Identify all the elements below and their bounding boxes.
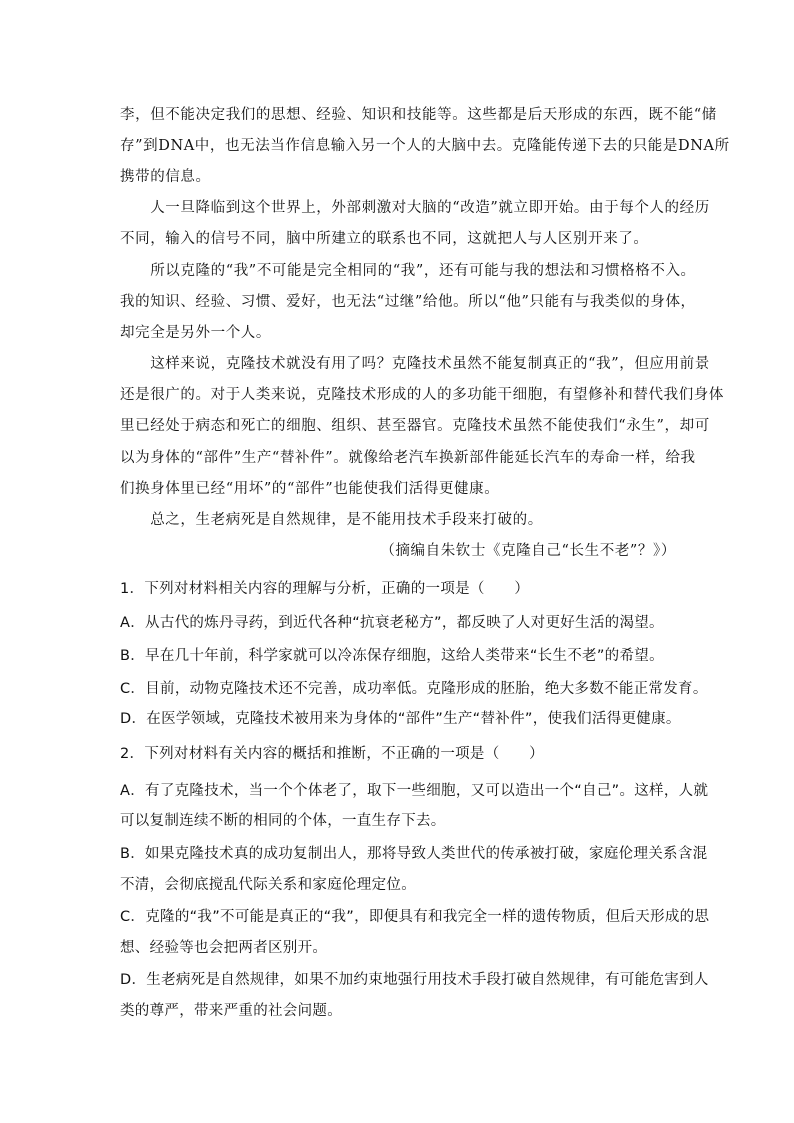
passage-line: 以为身体的“部件”生产“替补件”。就像给老汽车换新部件能延长汽车的寿命一样，给我 — [120, 450, 696, 466]
question-1-option-a[interactable]: A．从古代的炼丹寻药，到近代各种“抗衰老秘方”，都反映了人对更好生活的渴望。 — [120, 615, 664, 631]
passage-line: 不同，输入的信号不同，脑中所建立的联系也不同，这就把人与人区别开来了。 — [120, 231, 649, 247]
question-2-option-a[interactable]: A．有了克隆技术，当一个个体老了，取下一些细胞，又可以造出一个“自己”。这样，人就 — [120, 783, 709, 799]
question-2-option-d-cont: 类的尊严，带来严重的社会问题。 — [120, 1003, 342, 1019]
passage-line: 所以克隆的“我”不可能是完全相同的“我”，还有可能与我的想法和习惯格格不入。 — [120, 263, 696, 279]
question-1-option-b[interactable]: B．早在几十年前，科学家就可以冷冻保存细胞，这给人类带来“长生不老”的希望。 — [120, 648, 664, 664]
question-2-option-b[interactable]: B．如果克隆技术真的成功复制出人，那将导致人类世代的传承被打破，家庭伦理关系含混 — [120, 846, 708, 862]
passage-line: 存”到DNA中，也无法当作信息输入另一个人的大脑中去。克隆能传递下去的只能是DNA所 — [120, 138, 730, 154]
question-1-option-c[interactable]: C．目前，动物克隆技术还不完善，成功率低。克隆形成的胚胎，绝大多数不能正常发育。 — [120, 681, 708, 697]
passage-line: 还是很广的。对于人类来说，克隆技术形成的人的多功能干细胞，有望修补和替代我们身体 — [120, 387, 724, 403]
passage-line: 携带的信息。 — [120, 169, 211, 185]
passage-line: 我的知识、经验、习惯、爱好，也无法“过继”给他。所以“他”只能有与我类似的身体， — [120, 294, 696, 310]
question-2-stem: 2．下列对材料有关内容的概括和推断，不正确的一项是（ ） — [120, 746, 544, 762]
passage-source: （摘编自朱钦士《克隆自己“长生不老”？》） — [380, 543, 676, 559]
passage-line: 李，但不能决定我们的思想、经验、知识和技能等。这些都是后天形成的东西，既不能“储 — [120, 107, 717, 123]
passage-line: 们换身体里已经“用坏”的“部件”也能使我们活得更健康。 — [120, 481, 500, 497]
question-1-stem: 1．下列对材料相关内容的理解与分析，正确的一项是（ ） — [120, 581, 530, 597]
passage-line: 这样来说，克隆技术就没有用了吗？克隆技术虽然不能复制真正的“我”，但应用前景 — [120, 356, 710, 372]
passage-line: 人一旦降临到这个世界上，外部刺激对大脑的“改造”就立即开始。由于每个人的经历 — [120, 200, 710, 216]
passage-line: 总之，生老病死是自然规律，是不能用技术手段来打破的。 — [120, 512, 543, 528]
passage-line: 里已经处于病态和死亡的细胞、组织、甚至器官。克隆技术虽然不能使我们“永生”，却可 — [120, 418, 710, 434]
question-2-option-c-cont: 想、经验等也会把两者区别开。 — [120, 940, 328, 956]
question-2-option-c[interactable]: C．克隆的“我”不可能是真正的“我”，即便具有和我完全一样的遗传物质，但后天形成的思 — [120, 909, 710, 925]
question-2-option-a-cont: 可以复制连续不断的相同的个体，一直生存下去。 — [120, 813, 446, 829]
question-2-option-d[interactable]: D．生老病死是自然规律，如果不加约束地强行用技术手段打破自然规律，有可能危害到人 — [120, 972, 709, 988]
passage-line: 却完全是另外一个人。 — [120, 325, 271, 341]
question-2-option-b-cont: 不清，会彻底搅乱代际关系和家庭伦理定位。 — [120, 877, 416, 893]
question-1-option-d[interactable]: D．在医学领域，克隆技术被用来为身体的“部件”生产“替补件”，使我们活得更健康。 — [120, 711, 681, 727]
